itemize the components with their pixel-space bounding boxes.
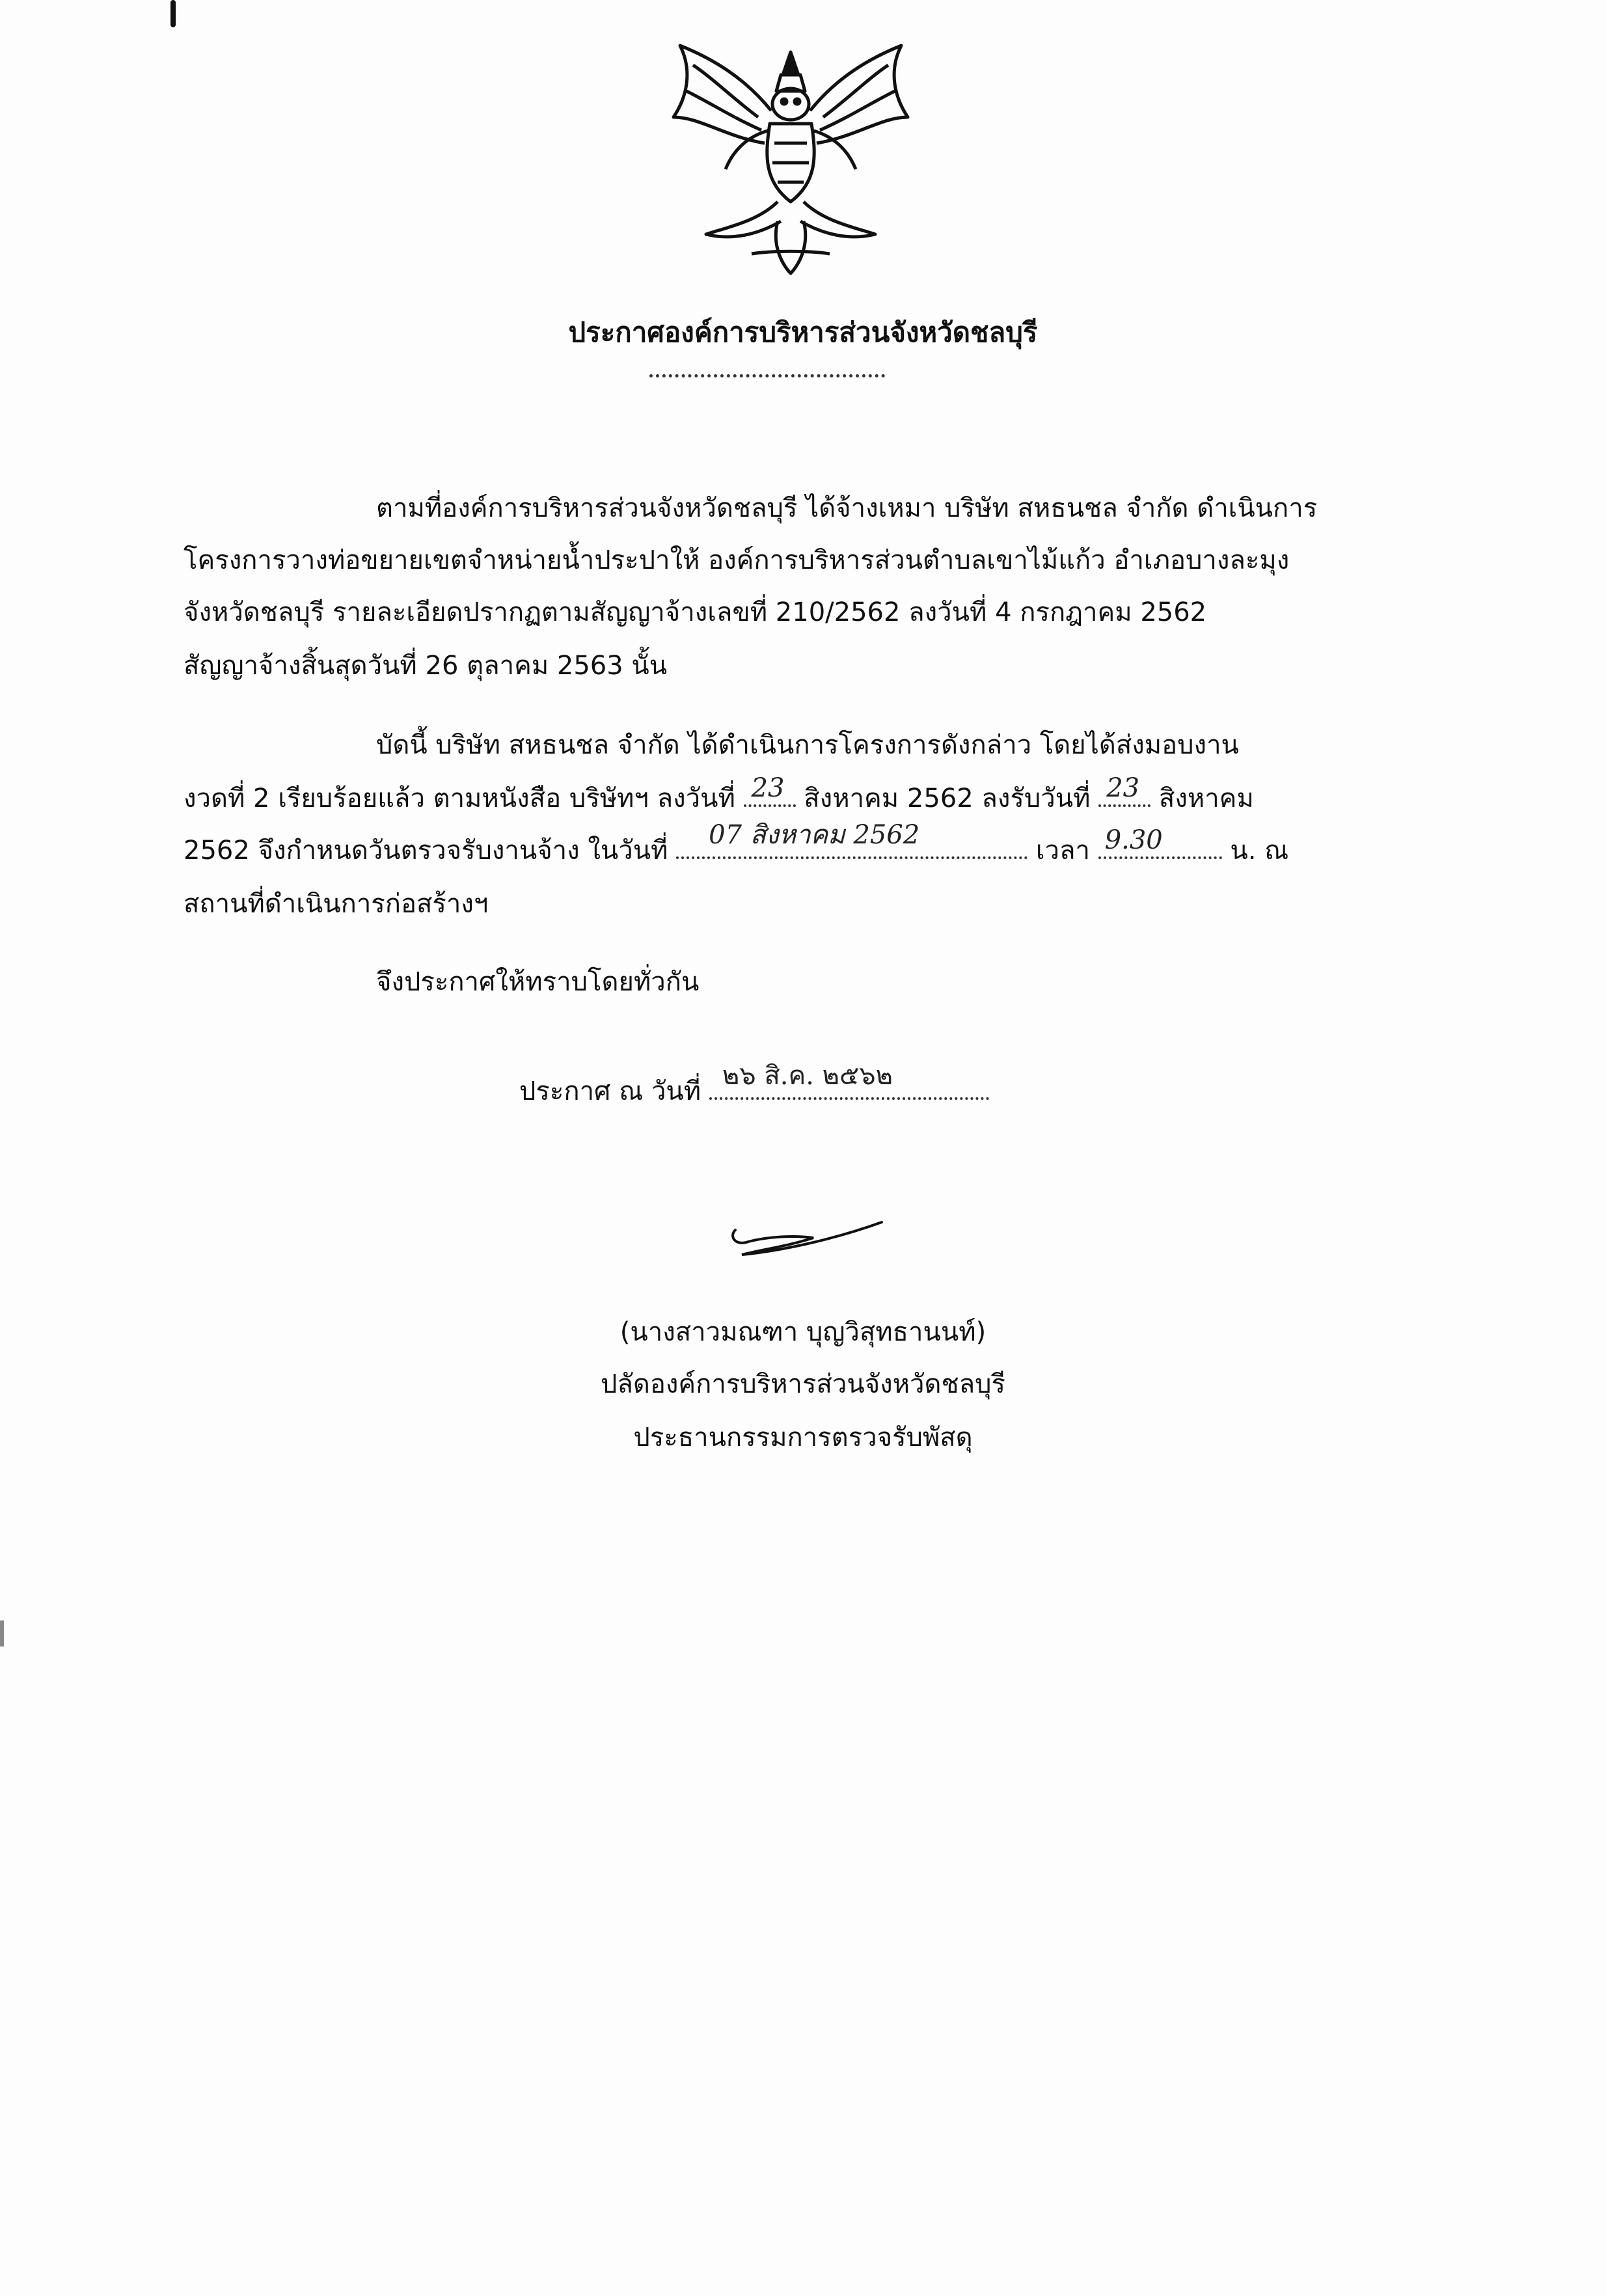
- paragraph1-line3: จังหวัดชลบุรี รายละเอียดปรากฏตามสัญญาจ้างเลขที่ 210/2562 ลงวันที่ 4 กรกฎาคม 2562: [184, 597, 1207, 627]
- paragraph2-line3: [184, 820, 1289, 871]
- handwritten-announcement-date: ๒๖ สิ.ค. ๒๕๖๒: [722, 1061, 893, 1091]
- title-divider: [649, 374, 885, 377]
- document-title: ประกาศองค์การบริหารส่วนจังหวัดชลบุรี: [568, 316, 1038, 348]
- paragraph2-line3-text-b: เวลา: [1035, 836, 1090, 866]
- announcement-date-blank: [709, 1061, 989, 1100]
- paragraph2-line2-text-b: สิงหาคม 2562 ลงรับวันที่: [804, 784, 1091, 813]
- inspection-time-blank: [1098, 825, 1222, 859]
- paragraph1-line1: ตามที่องค์การบริหารส่วนจังหวัดชลบุรี ได้จ้างเหมา บริษัท สหธนชล จำกัด ดำเนินการ: [376, 493, 1318, 523]
- garuda-emblem-icon: [654, 39, 927, 280]
- signature-icon: [722, 1217, 891, 1263]
- scan-mark: [170, 0, 176, 27]
- handwritten-letter-day: 23: [751, 773, 785, 803]
- received-date-blank: [1098, 773, 1150, 807]
- announcement-date-line: [519, 1061, 989, 1112]
- scan-mark: [0, 1620, 4, 1647]
- paragraph2-line2-text-a: งวดที่ 2 เรียบร้อยแล้ว ตามหนังสือ บริษัทฯ ลงวันที่: [184, 784, 735, 813]
- handwritten-inspection-time: 9.30: [1104, 825, 1163, 855]
- paragraph2-line3-text-c: น. ณ: [1230, 836, 1289, 866]
- closing-text: จึงประกาศให้ทราบโดยทั่วกัน: [376, 967, 700, 997]
- announcement-label: ประกาศ ณ วันที่: [519, 1076, 701, 1106]
- inspection-date-blank: [676, 820, 1028, 859]
- handwritten-received-day: 23: [1106, 773, 1140, 803]
- paragraph2-line4: สถานที่ดำเนินการก่อสร้างฯ: [184, 889, 489, 919]
- paragraph2-line2: [184, 773, 1254, 819]
- handwritten-inspection-date: 07 สิงหาคม 2562: [709, 820, 920, 850]
- signatory-position-1: ปลัดองค์การบริหารส่วนจังหวัดชลบุรี: [600, 1369, 1006, 1399]
- paragraph1-line2: โครงการวางท่อขยายเขตจำหน่ายน้ำประปาให้ องค์การบริหารส่วนตำบลเขาไม้แก้ว อำเภอบางละมุง: [184, 545, 1290, 575]
- signatory-name: (นางสาวมณฑา บุญวิสุทธานนท์): [619, 1317, 987, 1347]
- paragraph2-line3-text-a: 2562 จึงกำหนดวันตรวจรับงานจ้าง ในวันที่: [184, 836, 668, 866]
- letter-date-blank: [744, 773, 796, 807]
- signatory-position-2: ประธานกรรมการตรวจรับพัสดุ: [633, 1423, 973, 1453]
- paragraph2-line2-text-c: สิงหาคม: [1158, 784, 1254, 813]
- paragraph1-line4: สัญญาจ้างสิ้นสุดวันที่ 26 ตุลาคม 2563 นั้น: [184, 651, 668, 681]
- paragraph2-line1: บัดนี้ บริษัท สหธนชล จำกัด ได้ดำเนินการโครงการดังกล่าว โดยได้ส่งมอบงาน: [376, 730, 1239, 760]
